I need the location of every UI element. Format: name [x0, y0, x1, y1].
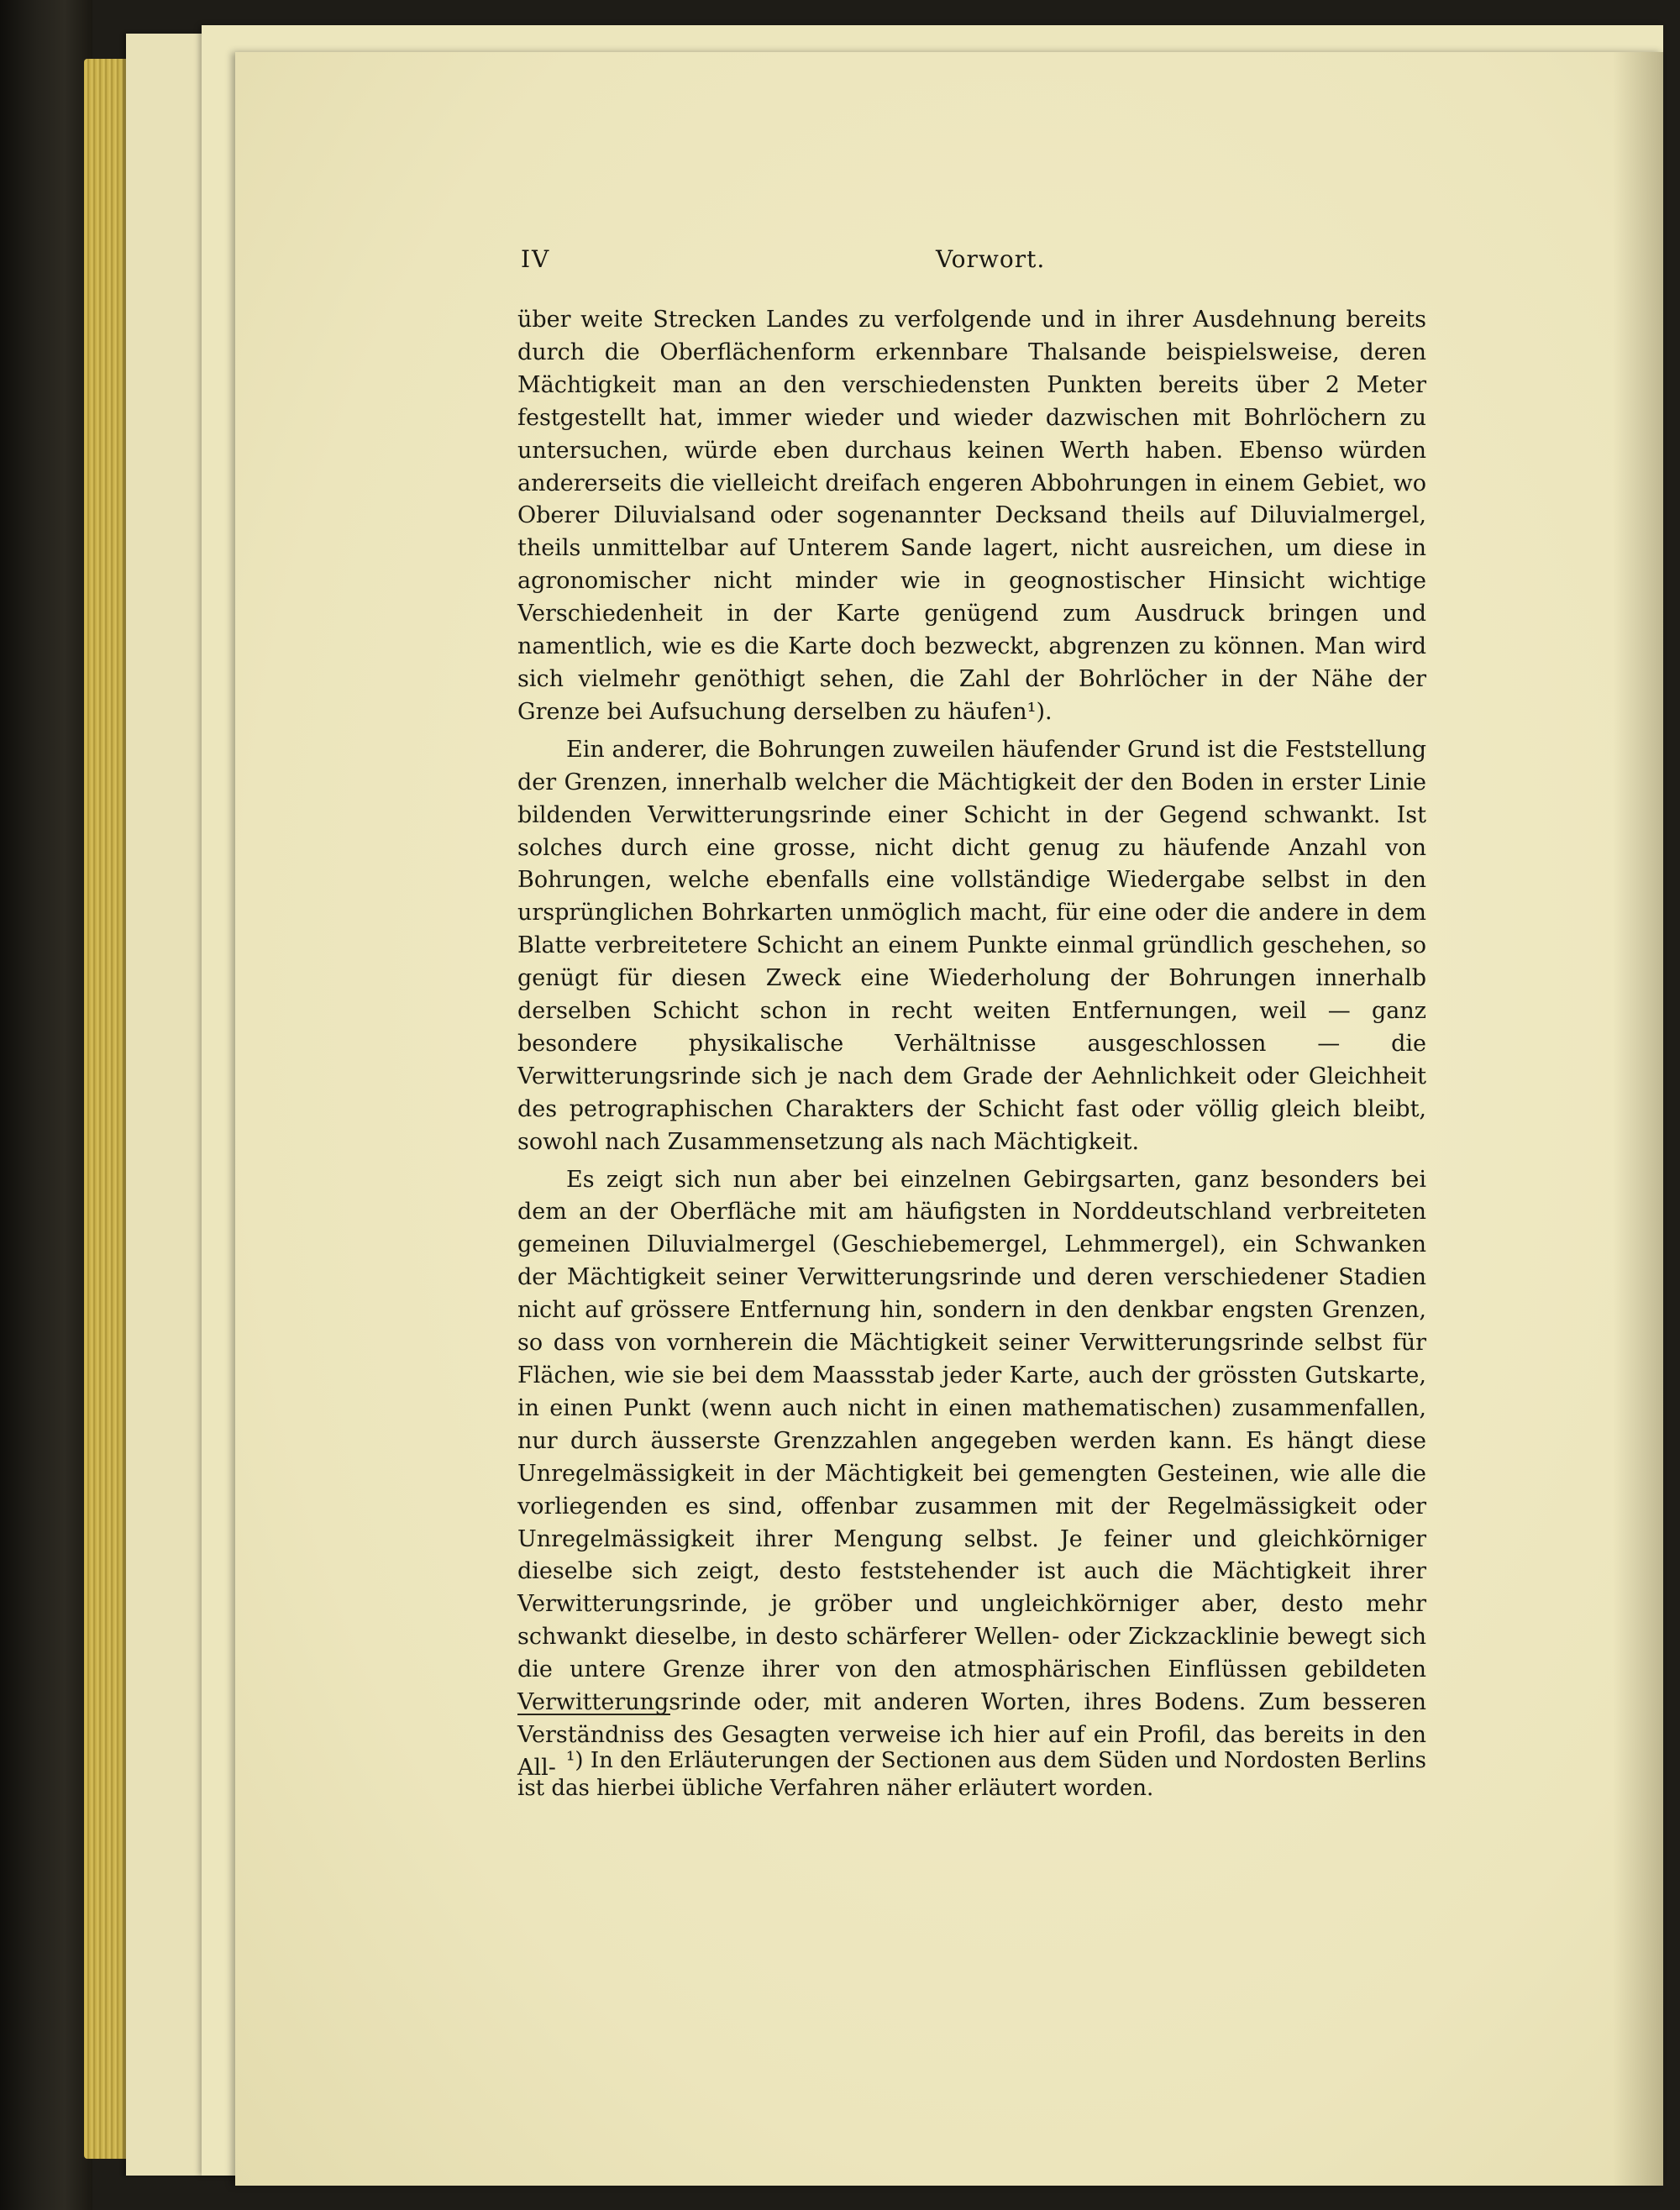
footnote-divider — [517, 1714, 670, 1715]
paragraph: über weite Strecken Landes zu verfolgende und in ihrer Ausdehnung bereits durch die Oberflächenform erkennbare Thalsande beispielsweise, deren Mächtigkeit man an den verschiedensten Punkten bereits über 2 Meter festgestellt hat, immer wieder und wieder dazwischen mit Bohrlöchern zu untersuchen, würde eben durchaus keinen Werth haben. Ebenso würden andererseits die vielleicht dreifach engeren Abbohrungen in einem Gebiet, wo Oberer Diluvialsand oder sogenannter Decksand theils auf Diluvialmergel, theils unmittelbar auf Unterem Sande lagert, nicht ausreichen, um diese in agronomischer nicht minder wie in geognostischer Hinsicht wichtige Verschiedenheit in der Karte genügend zum Ausdruck bringen und namentlich, wie es die Karte doch bezweckt, abgrenzen zu können. Man wird sich vielmehr genöthigt sehen, die Zahl der Bohrlöcher in der Nähe der Grenze bei Aufsuchung derselben zu häufen¹). — [517, 307, 1426, 725]
running-header — [521, 245, 1420, 279]
page-number: IV — [521, 245, 551, 273]
book-cover-spine — [0, 0, 92, 2210]
header-title: Vorwort. — [936, 245, 1046, 273]
paragraph: Es zeigt sich nun aber bei einzelnen Gebirgsarten, ganz besonders bei dem an der Oberfläche mit am häufigsten in Norddeutschland verbreiteten gemeinen Diluvialmergel (Geschiebemergel, Lehmmergel), ein Schwanken der Mächtigkeit seiner Verwitterungsrinde und deren verschiedener Stadien nicht auf grössere Entfernung hin, sondern in den denkbar engsten Grenzen, so dass von vornherein die Mächtigkeit seiner Verwitterungsrinde selbst für Flächen, wie sie bei dem Maassstab jeder Karte, auch der grössten Gutskarte, in einen Punkt (wenn auch nicht in einen mathematischen) zusammenfallen, nur durch äusserste Grenzzahlen angegeben werden kann. Es hängt diese Unregelmässigkeit in der Mächtigkeit bei gemengten Gesteinen, wie alle die vorliegenden es sind, offenbar zusammen mit der Regelmässigkeit oder Unregelmässigkeit ihrer Mengung selbst. Je feiner und gleichkörniger dieselbe sich zeigt, desto feststehender ist auch die Mächtigkeit ihrer Verwitterungsrinde, je gröber und ungleichkörniger aber, desto mehr schwankt dieselbe, in desto schärferer Wellen- oder Zickzacklinie bewegt sich die untere Grenze ihrer von den atmosphärischen Einflüssen gebildeten Verwitterungsrinde oder, mit anderen Worten, ihres Bodens. Zum besseren Verständniss des Gesagten verweise ich hier auf ein Profil, das bereits in den All- — [517, 1166, 1426, 1781]
body-text — [517, 304, 1426, 1790]
page-gutter-shadow — [1613, 52, 1663, 2186]
paragraph: Ein anderer, die Bohrungen zuweilen häufender Grund ist die Feststellung der Grenzen, innerhalb welcher die Mächtigkeit der den Boden in erster Linie bildenden Verwitterungsrinde einer Schicht in der Gegend schwankt. Ist solches durch eine grosse, nicht dicht genug zu häufende Anzahl von Bohrungen, welche ebenfalls eine vollständige Wiedergabe selbst in den ursprünglichen Bohrkarten unmöglich macht, für eine oder die andere in dem Blatte verbreitetere Schicht an einem Punkte einmal gründlich geschehen, so genügt für diesen Zweck eine Wiederholung der Bohrungen innerhalb derselben Schicht schon in recht weiten Entfernungen, weil — ganz besondere physikalische Verhältnisse ausgeschlossen — die Verwitterungsrinde sich je nach dem Grade der Aehnlichkeit oder Gleichheit des petrographischen Charakters der Schicht fast oder völlig gleich bleibt, sowohl nach Zusammensetzung als nach Mächtigkeit. — [517, 736, 1426, 1155]
footnote: ¹) In den Erläuterungen der Sectionen aus dem Süden und Nordosten Berlins ist das hierbei übliche Verfahren näher erläutert worden. — [517, 1748, 1426, 1801]
